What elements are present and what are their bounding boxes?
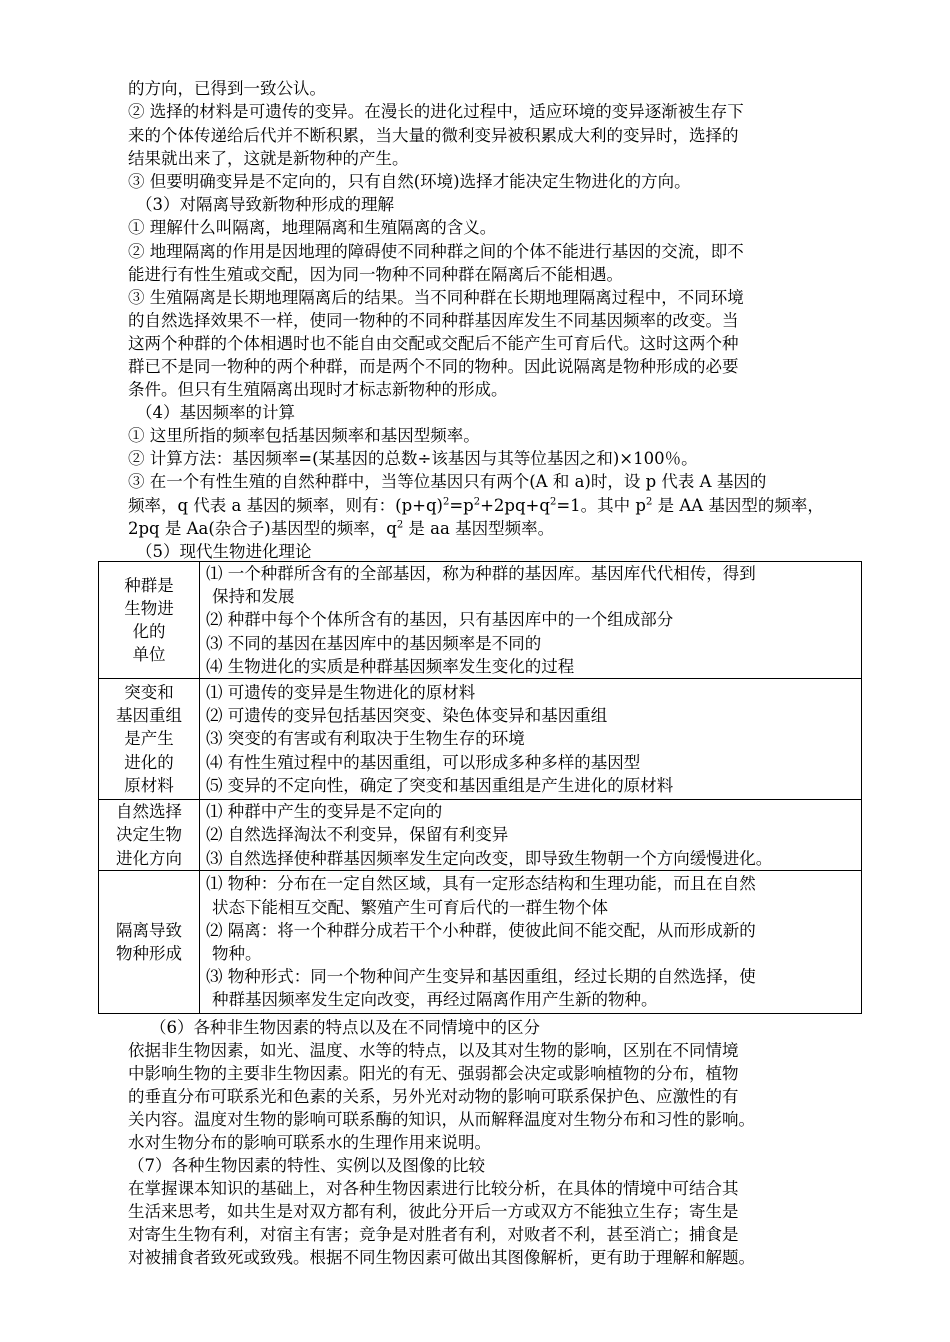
list-item: ⑴ 种群中产生的变异是不定向的 [206, 802, 443, 822]
list-item: ⑶ 自然选择使种群基因频率发生定向改变，即导致生物朝一个方向缓慢进化。 [206, 848, 773, 868]
list-item: ⑵ 隔离：将一个种群分成若干个小种群，使彼此间不能交配，从而形成新的 [206, 920, 756, 940]
section6-line-4: 关内容。温度对生物的影响可联系酶的知识，从而解释温度对生物分布和习性的影响。 [128, 1110, 755, 1129]
table-row [99, 871, 862, 1014]
section7-line-1: 在掌握课本知识的基础上，对各种生物因素进行比较分析，在具体的情境中可结合其 [128, 1179, 739, 1198]
section6-line-3: 的垂直分布可联系光和色素的关系，另外光对动物的影响可联系保护色、应激性的有 [128, 1087, 739, 1106]
list-item: ⑶ 突变的有害或有利取决于生物生存的环境 [206, 729, 525, 749]
section4-line-5: 2pq 是 Aa(杂合子)基因型的频率，$q^2$ 是 aa 基因型频率。 [128, 519, 555, 538]
intro-line-3: 来的个体传递给后代并不断积累，当大量的微利变异被积累成大利的变异时，选择的 [128, 126, 739, 145]
section7-title: （7）各种生物因素的特性、实例以及图像的比较 [128, 1156, 485, 1175]
intro-line-1: 的方向，已得到一致公认。 [128, 79, 326, 98]
list-item-continued: 种群基因频率发生定向改变，再经过隔离作用产生新的物种。 [212, 990, 658, 1010]
section3-line-3: 能进行有性生殖或交配，因为同一物种不同种群在隔离后不能相遇。 [128, 265, 623, 284]
evolution-theory-table [98, 561, 862, 1014]
section4-line-3: ③ 在一个有性生殖的自然种群中，当等位基因只有两个(A 和 a)时，设 p 代表 A 基因的 [128, 472, 767, 491]
table-row [99, 679, 862, 800]
row-header: 种群是 生物进 化的 单位 [99, 562, 200, 679]
list-item: ⑶ 物种形式：同一个物种间产生变异和基因重组，经过长期的自然选择，使 [206, 967, 756, 987]
row-header: 突变和 基因重组 是产生 进化的 原材料 [99, 679, 200, 800]
section6-title: （6）各种非生物因素的特点以及在不同情境中的区分 [150, 1018, 540, 1037]
superscript-2: 2 [645, 496, 653, 508]
section3-line-4: ③ 生殖隔离是长期地理隔离后的结果。当不同种群在长期地理隔离过程中，不同环境 [128, 288, 744, 307]
intro-line-4: 结果就出来了，这就是新物种的产生。 [128, 149, 409, 168]
list-item: ⑸ 变异的不定向性，确定了突变和基因重组是产生进化的原材料 [206, 775, 674, 795]
intro-line-5: ③ 但要明确变异是不定向的，只有自然(环境)选择才能决定生物进化的方向。 [128, 172, 691, 191]
row-content [200, 562, 862, 679]
row-header: 自然选择 决定生物 进化方向 [99, 800, 200, 871]
section3-line-7: 群已不是同一物种的两个种群，而是两个不同的物种。因此说隔离是物种形成的必要 [128, 357, 739, 376]
table-row [99, 562, 862, 679]
section6-line-1: 依据非生物因素，如光、温度、水等的特点，以及其对生物的影响，区别在不同情境 [128, 1041, 739, 1060]
list-item: ⑶ 不同的基因在基因库中的基因频率是不同的 [206, 633, 542, 653]
section3-line-2: ② 地理隔离的作用是因地理的障碍使不同种群之间的个体不能进行基因的交流，即不 [128, 242, 744, 261]
section4-line-2: ② 计算方法：基因频率=(某基因的总数÷该基因与其等位基因之和)×100％。 [128, 449, 698, 468]
list-item-continued: 保持和发展 [212, 587, 295, 607]
section6-line-5: 水对生物分布的影响可联系水的生理作用来说明。 [128, 1133, 491, 1152]
row-content [200, 800, 862, 871]
list-item: ⑴ 一个种群所含有的全部基因，称为种群的基因库。基因库代代相传，得到 [206, 564, 756, 583]
list-item: ⑵ 自然选择淘汰不利变异，保留有利变异 [206, 825, 509, 845]
list-item: ⑴ 物种：分布在一定自然区域，具有一定形态结构和生理功能，而且在自然 [206, 874, 756, 894]
section4-title: （4）基因频率的计算 [136, 403, 295, 422]
list-item-continued: 状态下能相互交配、繁殖产生可育后代的一群生物个体 [212, 897, 608, 917]
row-content [200, 679, 862, 800]
list-item: ⑷ 生物进化的实质是种群基因频率发生变化的过程 [206, 656, 575, 676]
intro-line-2: ② 选择的材料是可遗传的变异。在漫长的进化过程中，适应环境的变异逐渐被生存下 [128, 102, 744, 121]
row-content [200, 871, 862, 1014]
table-row [99, 800, 862, 871]
superscript-2: 2 [549, 496, 557, 508]
section3-title: （3）对隔离导致新物种形成的理解 [136, 195, 394, 214]
section3-line-1: ① 理解什么叫隔离，地理隔离和生殖隔离的含义。 [128, 218, 497, 237]
section5-title: （5）现代生物进化理论 [136, 542, 312, 561]
section4-line-4: 频率，q 代表 a 基因的频率，则有：$(p+q)^2=p^2+2pq+q^2=1$。其中 $p^2$ 是 AA 基因型的频率， [128, 496, 824, 515]
section7-line-3: 对寄生生物有利，对宿主有害；竞争是对胜者有利，对败者不利，甚至消亡；捕食是 [128, 1225, 739, 1244]
superscript-2: 2 [442, 496, 450, 508]
section4-line-1: ① 这里所指的频率包括基因频率和基因型频率。 [128, 426, 480, 445]
section3-line-5: 的自然选择效果不一样，使同一物种的不同种群基因库发生不同基因频率的改变。当 [128, 311, 739, 330]
list-item: ⑵ 可遗传的变异包括基因突变、染色体变异和基因重组 [206, 706, 608, 726]
row-header: 隔离导致 物种形成 [99, 871, 200, 1014]
list-item: ⑵ 种群中每个个体所含有的基因，只有基因库中的一个组成部分 [206, 610, 674, 630]
superscript-2: 2 [473, 496, 481, 508]
list-item: ⑷ 有性生殖过程中的基因重组，可以形成多种多样的基因型 [206, 752, 641, 772]
section3-line-6: 这两个种群的个体相遇时也不能自由交配或交配后不能产生可育后代。这时这两个种 [128, 334, 739, 353]
list-item: ⑴ 可遗传的变异是生物进化的原材料 [206, 683, 476, 702]
section7-line-2: 生活来思考，如共生是对双方都有利，彼此分开后一方或双方不能独立生存；寄生是 [128, 1202, 739, 1221]
section7-line-4: 对被捕食者致死或致残。根据不同生物因素可做出其图像解析，更有助于理解和解题。 [128, 1248, 755, 1267]
section3-line-8: 条件。但只有生殖隔离出现时才标志新物种的形成。 [128, 380, 508, 399]
list-item-continued: 物种。 [212, 944, 262, 964]
section6-line-2: 中影响生物的主要非生物因素。阳光的有无、强弱都会决定或影响植物的分布，植物 [128, 1064, 739, 1083]
superscript-2: 2 [396, 519, 404, 531]
